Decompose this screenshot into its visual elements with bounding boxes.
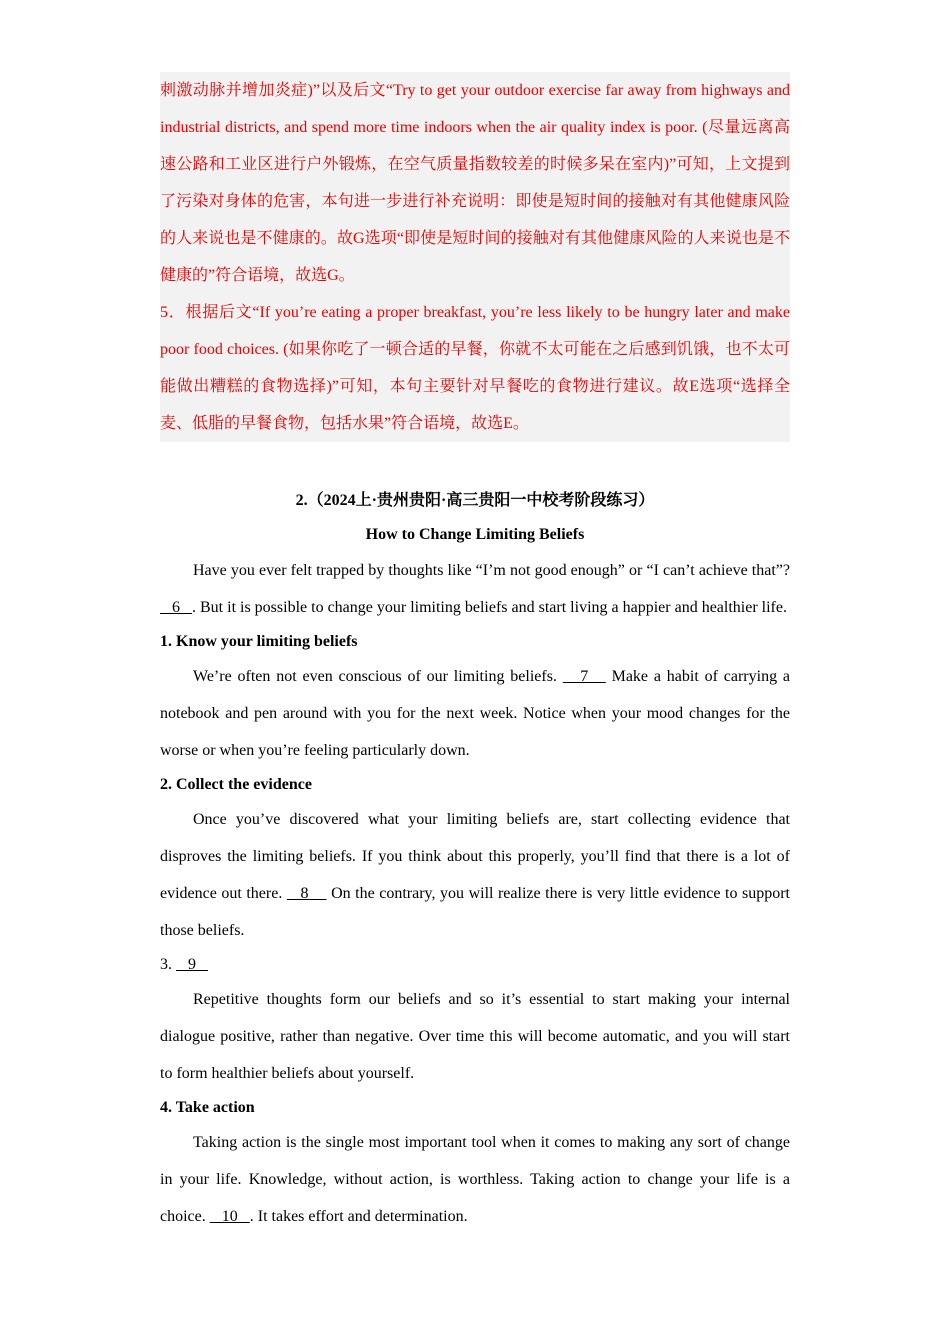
section-2-paragraph <box>160 801 790 949</box>
answer-explanation-box <box>160 72 790 442</box>
blank-8: 8 <box>286 885 327 902</box>
passage-title: How to Change Limiting Beliefs <box>365 526 585 543</box>
section-3-prefix: 3. <box>160 956 176 973</box>
document-page <box>160 72 790 1235</box>
intro-text-after: . But it is possible to change your limiting beliefs and start living a happier and healthier life. <box>192 599 787 616</box>
section-4-text-after: . It takes effort and determination. <box>249 1208 468 1225</box>
section-1-paragraph <box>160 658 790 769</box>
section-1-title: 1. Know your limiting beliefs <box>160 633 358 650</box>
section-3-paragraph: Repetitive thoughts form our beliefs and so it’s essential to start making your internal dialogue positive, rather than negative. Over time this will become automatic, and you will start to form healthier beliefs about yourself. <box>160 991 790 1082</box>
blank-7: 7 <box>562 668 606 685</box>
section-2-title: 2. Collect the evidence <box>160 776 312 793</box>
section-4-paragraph <box>160 1124 790 1235</box>
section-4-text-before: Taking action is the single most important tool when it comes to making any sort of change in your life. Knowledge, without action, is worthless. Taking action to change your life is a choice. <box>160 1134 790 1225</box>
section-4-title: 4. Take action <box>160 1099 255 1116</box>
blank-6: 6 <box>160 599 192 616</box>
section-2-text-after: On the contrary, you will realize there is very little evidence to support those beliefs. <box>160 885 791 939</box>
section-3-title <box>160 949 790 981</box>
explanation-item-4-continued: 刺激动脉并增加炎症)”以及后文“Try to get your outdoor exercise far away from highways and industrial districts, and spend more time indoors when the air quality index is poor. (尽量远离高速公路和工业区进行户外锻炼，在空气质量指数较差的时候多呆在室内)”可知，上文提到了污染对身体的危害，本句进一步进行补充说明：即使是短时间的接触对有其他健康风险的人来说也是不健康的。故G选项“即使是短时间的接触对有其他健康风险的人来说也是不健康的”符合语境，故选G。 <box>160 82 790 284</box>
question-heading: 2.（2024上·贵州贵阳·高三贵阳一中校考阶段练习） <box>295 492 655 509</box>
section-2-text-before: Once you’ve discovered what your limiting beliefs are, start collecting evidence that disproves the limiting beliefs. If you think about this properly, you’ll find that there is a lot of evidence out there. <box>160 811 790 902</box>
explanation-item-5: 5．根据后文“If you’re eating a proper breakfast, you’re less likely to be hungry later and make poor food choices. (如果你吃了一顿合适的早餐，你就不太可能在之后感到饥饿，也不太可能做出糟糕的食物选择)”可知，本句主要针对早餐吃的食物进行建议。故E选项“选择全麦、低脂的早餐食物，包括水果”符合语境，故选E。 <box>160 304 790 432</box>
section-1-text-before: We’re often not even conscious of our limiting beliefs. <box>193 668 563 685</box>
intro-text-before: Have you ever felt trapped by thoughts like “I’m not good enough” or “I can’t achieve that”? <box>193 562 790 579</box>
intro-paragraph <box>160 552 790 626</box>
blank-10: 10 <box>209 1208 250 1225</box>
blank-9: 9 <box>176 956 208 973</box>
section-1-text-after: Make a habit of carrying a notebook and pen around with you for the next week. Notice when your mood changes for the worse or when you’re feeling particularly down. <box>160 668 791 759</box>
